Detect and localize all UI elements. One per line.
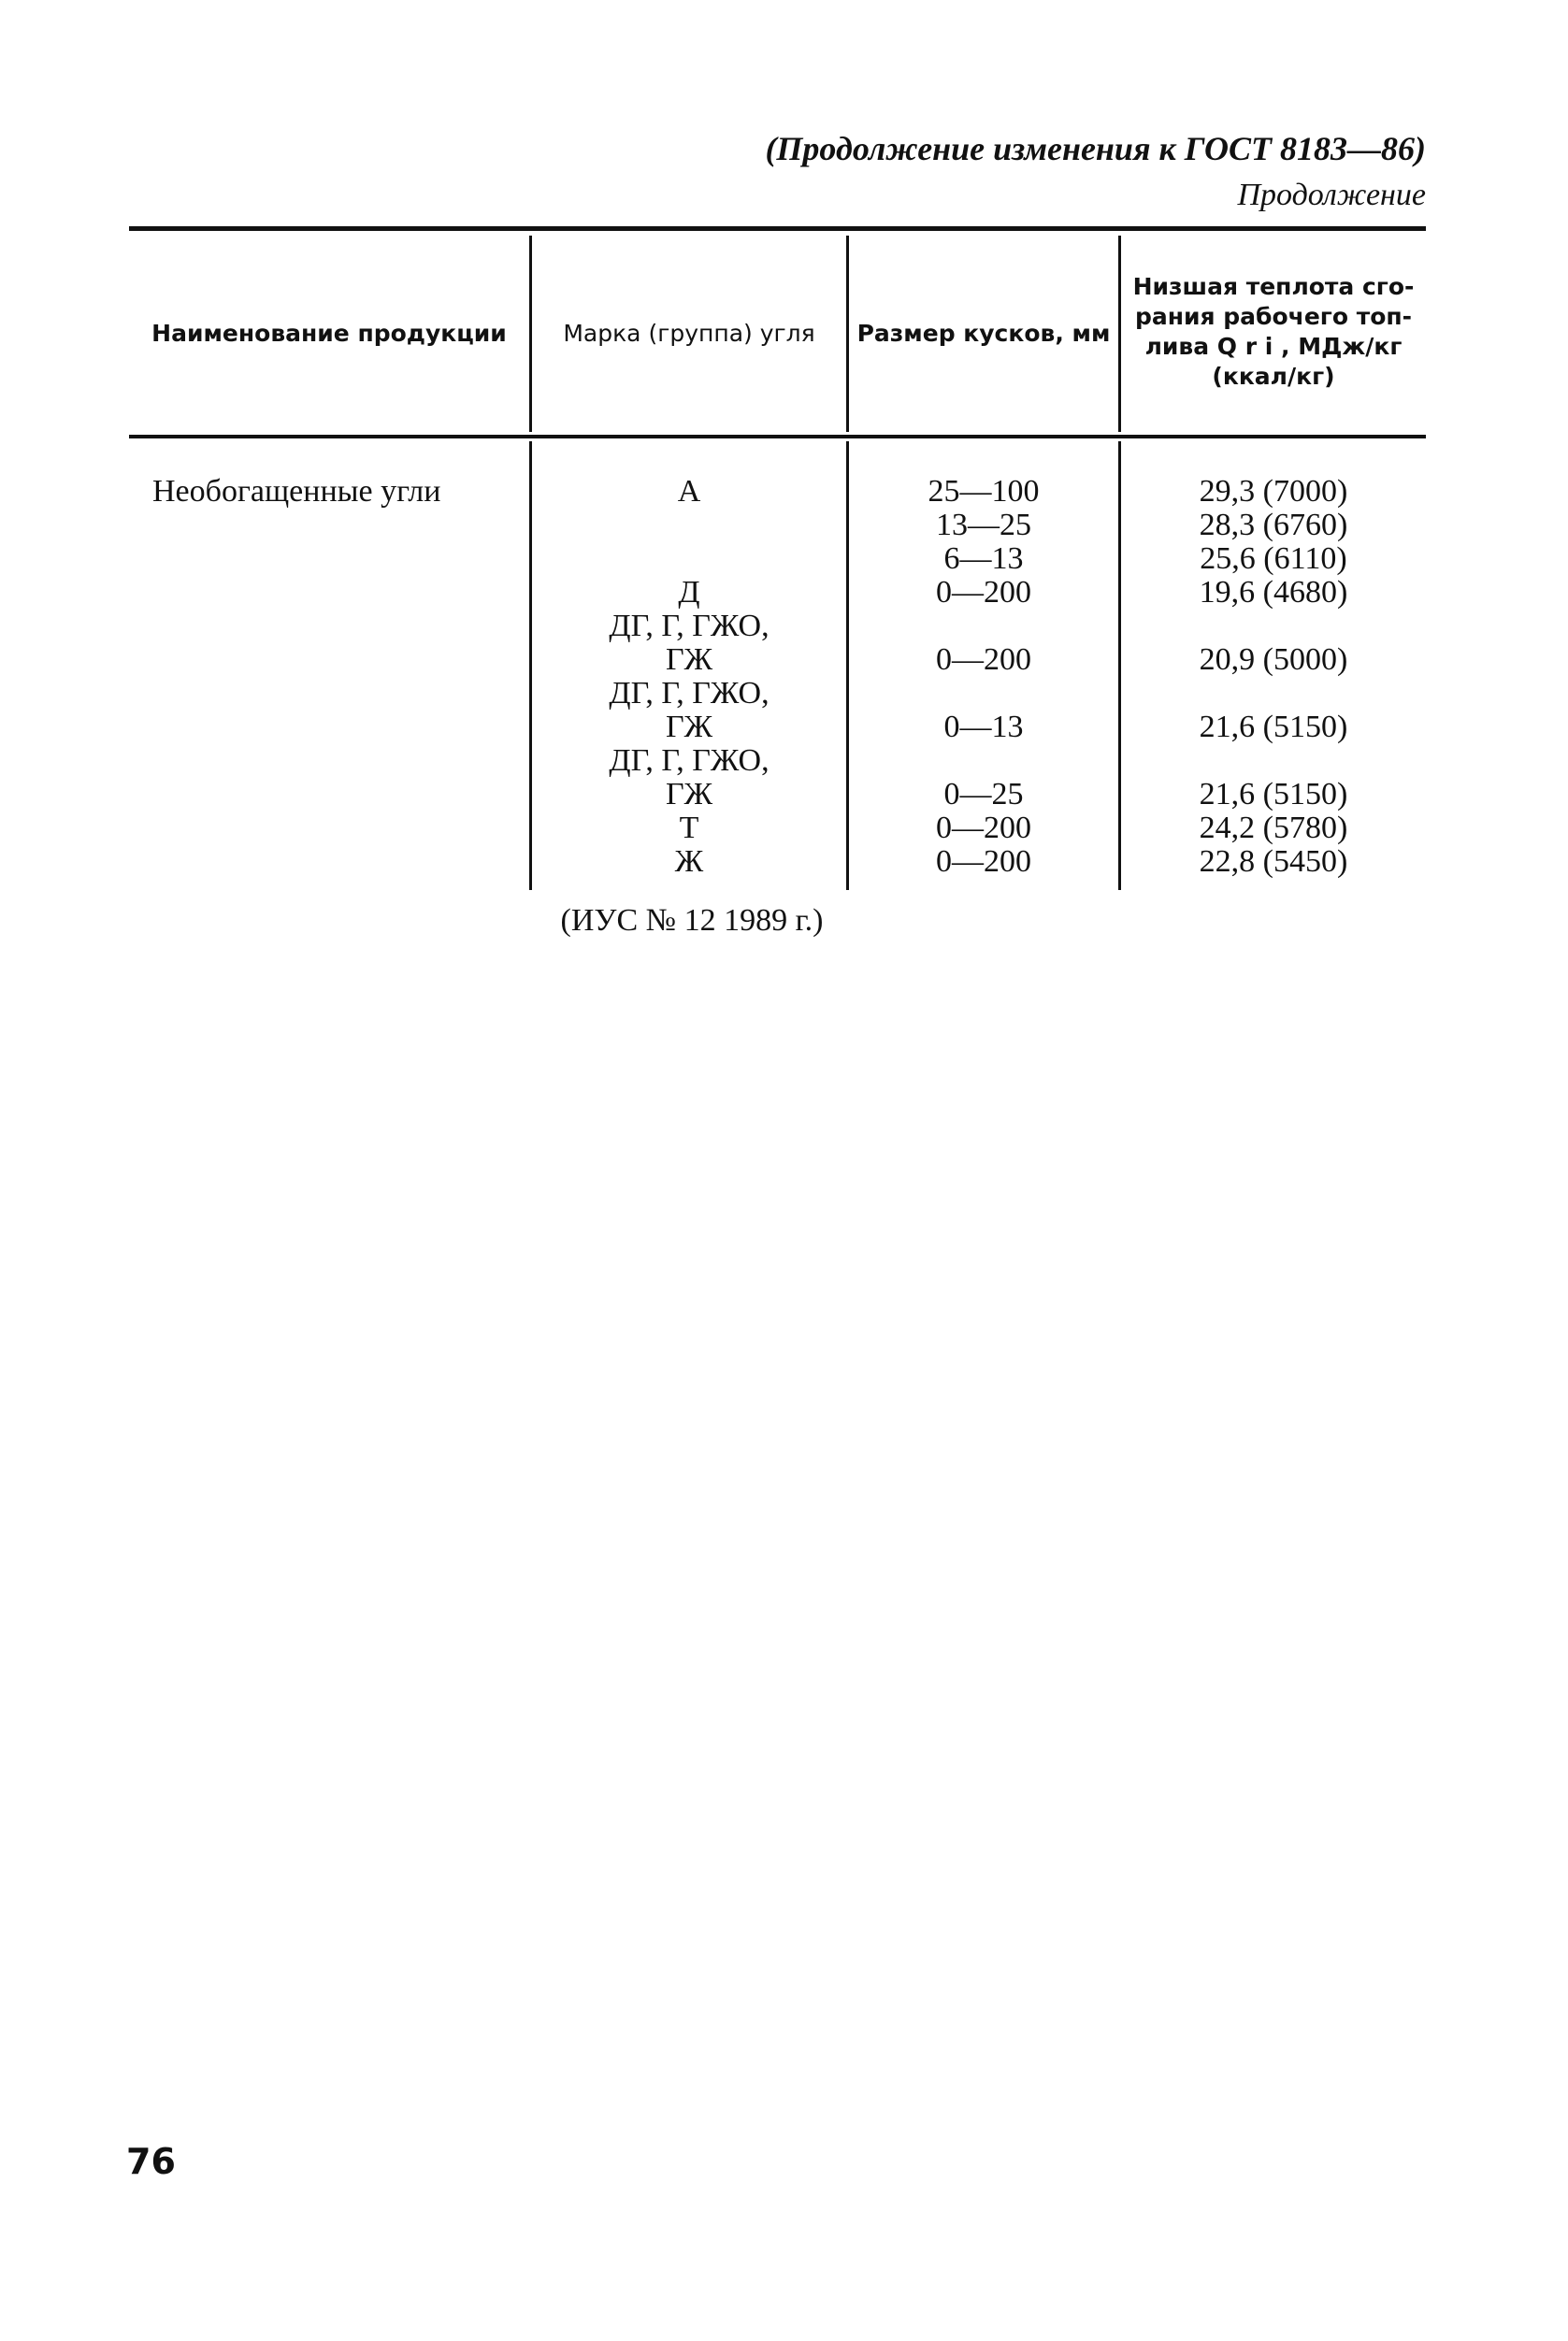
column-header-product: Наименование продукции — [151, 320, 507, 347]
table-cell: 0—200 — [936, 642, 1031, 677]
table-cell: ГЖ — [665, 777, 713, 811]
table-cell: А — [677, 474, 701, 509]
table-cell — [532, 542, 846, 576]
heat-column — [1121, 475, 1426, 879]
table-cell: 21,6 (5150) — [1199, 777, 1348, 811]
continuation-title: (Продолжение изменения к ГОСТ 8183—86) — [765, 130, 1426, 167]
table-cell — [1121, 744, 1426, 778]
table-cell: 20,9 (5000) — [1199, 642, 1348, 677]
continuation-label: Продолжение — [1237, 178, 1426, 212]
table-cell: 0—200 — [936, 811, 1031, 845]
table-cell: 25—100 — [928, 474, 1040, 509]
table-cell: 19,6 (4680) — [1199, 575, 1348, 610]
size-column — [849, 475, 1118, 879]
table-header-rule — [129, 435, 1426, 438]
column-header-size: Размер кусков, мм — [856, 320, 1111, 347]
table-cell — [1121, 610, 1426, 643]
table-cell — [532, 509, 846, 542]
table-cell: 28,3 (6760) — [1199, 508, 1348, 542]
page-number: 76 — [126, 2141, 176, 2182]
column-header-heat — [1121, 252, 1426, 411]
table-cell: 0—200 — [936, 844, 1031, 879]
table-cell — [1121, 677, 1426, 711]
column-header-grade: Марка (группа) угля — [563, 320, 815, 347]
table-cell: Т — [679, 811, 699, 845]
table-cell: 21,6 (5150) — [1199, 710, 1348, 744]
heat-header-line: лива Q r i , МДж/кг — [1144, 333, 1403, 360]
table-cell: ДГ, Г, ГЖО, — [609, 743, 770, 778]
heat-header-line: рания рабочего топ- — [1134, 303, 1413, 330]
table-cell: Д — [678, 575, 700, 610]
table-cell: 29,3 (7000) — [1199, 474, 1348, 509]
table-cell: 0—200 — [936, 575, 1031, 610]
source-reference: (ИУС № 12 1989 г.) — [560, 903, 824, 938]
table-cell: 22,8 (5450) — [1199, 844, 1348, 879]
table-cell: ГЖ — [665, 642, 713, 677]
table-cell: 0—25 — [943, 777, 1024, 811]
heat-header-line: (ккал/кг) — [1212, 363, 1335, 390]
table-cell: ДГ, Г, ГЖО, — [609, 676, 770, 711]
grade-column — [532, 475, 846, 879]
table-cell: ГЖ — [665, 710, 713, 744]
table-cell: Ж — [674, 844, 704, 879]
product-name: Необогащенные угли — [152, 474, 441, 509]
table-cell: ДГ, Г, ГЖО, — [609, 609, 770, 643]
table-cell — [849, 677, 1118, 711]
table-top-rule — [129, 226, 1426, 231]
table-cell — [849, 744, 1118, 778]
table-cell: 0—13 — [943, 710, 1024, 744]
heat-header-line: Низшая теплота сго- — [1132, 273, 1415, 300]
table-cell: 25,6 (6110) — [1200, 541, 1347, 576]
table-cell: 6—13 — [943, 541, 1024, 576]
table-cell — [849, 610, 1118, 643]
table-cell: 24,2 (5780) — [1199, 811, 1348, 845]
table-cell: 13—25 — [936, 508, 1031, 542]
